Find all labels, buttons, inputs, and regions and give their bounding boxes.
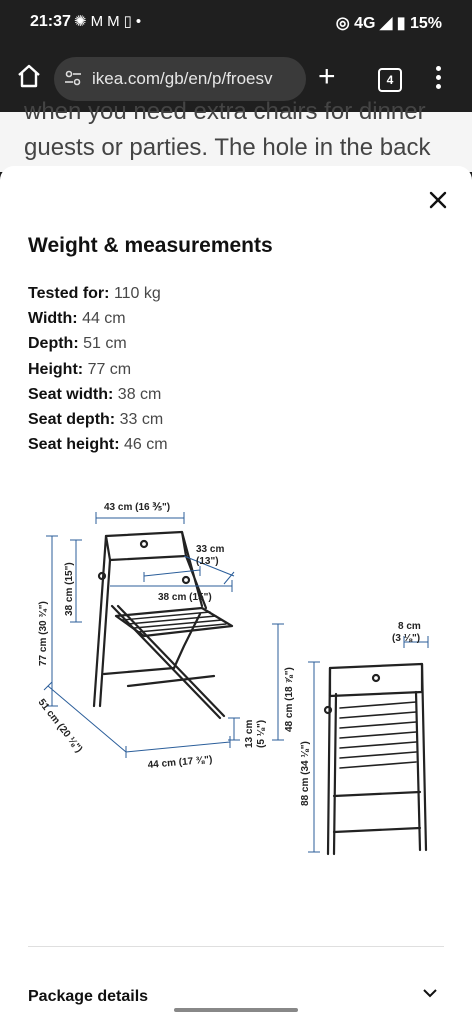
spec-row bbox=[28, 306, 168, 331]
dim-clearance-a: 13 cm bbox=[244, 719, 255, 748]
chair-front-support bbox=[174, 614, 200, 668]
background-text-partial: when you need extra chairs for dinner bbox=[24, 98, 426, 125]
dim-seat-depth-a: 33 cm bbox=[196, 544, 225, 555]
home-icon[interactable] bbox=[16, 62, 42, 90]
dim-back-height: 38 cm (15") bbox=[64, 562, 75, 616]
spec-value: 77 cm bbox=[87, 360, 132, 378]
dimension-labels bbox=[36, 502, 421, 806]
spec-label: Height: bbox=[28, 360, 84, 378]
url-text: ikea.com/gb/en/p/froesv bbox=[92, 69, 273, 88]
measurements-sheet bbox=[0, 166, 472, 1024]
status-right bbox=[336, 13, 442, 33]
background-page bbox=[0, 98, 472, 172]
background-text: guests or parties. The hole in the back bbox=[24, 134, 431, 161]
dim-top-width: 43 cm (16 ⅗") bbox=[104, 502, 171, 513]
tab-switcher-button[interactable] bbox=[378, 68, 402, 92]
status-bar bbox=[0, 0, 472, 46]
spec-value: 38 cm bbox=[117, 385, 162, 403]
dim-folded-depth-a: 8 cm bbox=[398, 621, 421, 632]
dim-height: 77 cm (30 ¾") bbox=[38, 601, 49, 666]
tab-count: 4 bbox=[386, 73, 394, 87]
address-bar[interactable] bbox=[54, 57, 306, 101]
dim-depth: 51 cm (20 ⅛") bbox=[35, 697, 85, 755]
notification-icons bbox=[74, 12, 145, 30]
spec-row bbox=[28, 357, 168, 382]
chair-front-leg bbox=[112, 606, 224, 718]
spec-label: Tested for: bbox=[28, 285, 110, 302]
dim-seat-width: 38 cm (15") bbox=[158, 592, 212, 603]
clock: 21:37 bbox=[30, 13, 71, 30]
package-details-row[interactable] bbox=[28, 988, 444, 1005]
chair-stretcher bbox=[104, 668, 214, 686]
dot-icon: • bbox=[135, 13, 146, 30]
chair-dimensions-diagram bbox=[24, 496, 448, 916]
gesture-handle[interactable] bbox=[174, 1008, 298, 1012]
dim-seat-depth-b: (13") bbox=[196, 556, 219, 567]
more-menu-icon[interactable] bbox=[436, 66, 442, 90]
gmail-icon: M bbox=[90, 13, 108, 30]
battery-level: 15% bbox=[409, 15, 442, 32]
spec-label: Width: bbox=[28, 310, 78, 328]
sheet-title: Weight & measurements bbox=[28, 234, 273, 257]
package-details-label: Package details bbox=[28, 988, 149, 1005]
spec-row bbox=[28, 432, 168, 457]
chair-hole bbox=[141, 541, 147, 547]
battery-alert-icon: ▯ bbox=[123, 13, 136, 30]
dim-clearance-b: (5 ⅛") bbox=[256, 719, 267, 748]
spec-value: 44 cm bbox=[82, 310, 126, 328]
spec-row bbox=[28, 331, 168, 356]
folded-chair-hinge bbox=[325, 707, 331, 713]
dim-seat-height: 48 cm (18 ⅞") bbox=[284, 667, 295, 732]
chevron-down-icon bbox=[422, 988, 438, 1000]
dim-folded-depth-b: (3 ⅛") bbox=[392, 633, 421, 644]
battery-icon: ▮ bbox=[396, 15, 406, 32]
chair-hinge bbox=[99, 573, 105, 579]
folded-chair-hole bbox=[373, 675, 379, 681]
new-tab-icon[interactable]: + bbox=[318, 60, 336, 93]
chair-back-leg bbox=[94, 536, 110, 706]
section-divider bbox=[28, 946, 444, 947]
chair-hinge bbox=[183, 577, 189, 583]
spec-label: Seat depth: bbox=[28, 410, 116, 428]
dim-folded-height: 88 cm (34 ⅛") bbox=[300, 741, 311, 806]
close-icon[interactable] bbox=[428, 190, 448, 210]
dim-width: 44 cm (17 ⅜") bbox=[147, 754, 213, 771]
spec-row bbox=[28, 281, 168, 306]
spec-value: 51 cm bbox=[83, 335, 127, 353]
folded-chair-stretcher bbox=[334, 792, 420, 832]
gmail-icon: M bbox=[107, 13, 124, 30]
spec-label: Depth: bbox=[28, 335, 79, 353]
spec-value: 46 cm bbox=[124, 436, 168, 454]
hotspot-icon: ◎ bbox=[335, 15, 350, 32]
specs-list bbox=[28, 281, 168, 457]
spec-label: Seat height: bbox=[28, 436, 120, 454]
spec-row bbox=[28, 382, 168, 407]
spec-value: 33 cm bbox=[119, 410, 164, 428]
site-settings-icon[interactable] bbox=[64, 69, 82, 87]
spec-value: 110 kg bbox=[113, 285, 161, 302]
network-type: 4G bbox=[354, 15, 376, 32]
spec-row bbox=[28, 407, 168, 432]
folded-chair-slats bbox=[340, 702, 416, 768]
signal-icon: ◢ bbox=[379, 15, 393, 32]
spec-label: Seat width: bbox=[28, 385, 114, 403]
gear-icon: ✺ bbox=[74, 13, 91, 30]
